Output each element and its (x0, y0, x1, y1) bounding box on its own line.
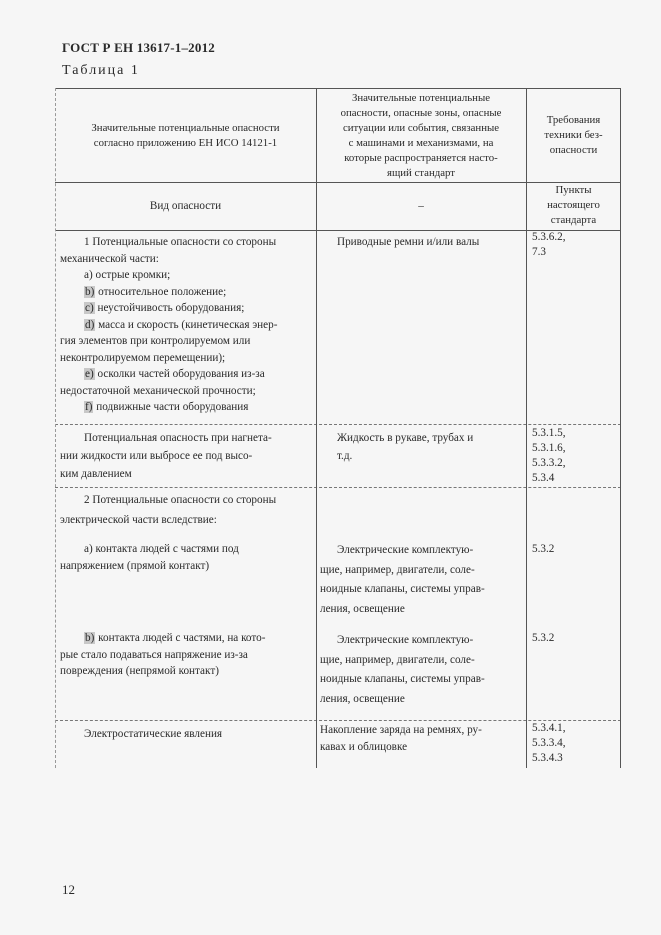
column-divider-2 (526, 88, 527, 768)
row2-hazards: Потенциальная опасность при нагнета- нии жидкости или выбросе ее под высо- ким давлением (60, 432, 272, 480)
table-caption: Таблица 1 (62, 63, 140, 78)
subheader-clauses: Пункты настоящего стандарта (547, 184, 600, 226)
row3a-zone: Электрические комплектую- щие, например, двигатели, соле- ноидные клапаны, системы управ- ления, освещение (320, 544, 485, 615)
list-item: а) острые кромки; (84, 269, 171, 281)
row3-hazards: 2 Потенциальные опасности со стороны электрической части вследствие: (60, 494, 277, 526)
row1-zone: Приводные ремни и/или валы (337, 236, 480, 248)
table-top-border (55, 88, 621, 89)
right-border (620, 88, 621, 768)
column-divider-1 (316, 88, 317, 768)
row3b-clauses: 5.3.2 (532, 632, 555, 644)
document-title: ГОСТ Р ЕН 13617-1–2012 (62, 40, 215, 55)
row2-clauses: 5.3.1.5, 5.3.1.6, 5.3.3.2, 5.3.4 (532, 427, 566, 484)
list-item: d) масса и скорость (кинетическая энер- (85, 318, 278, 331)
row4-hazard: Электростатические явления (84, 728, 223, 740)
subheader-hazard-type: Вид опасности (149, 200, 222, 212)
row3a-clauses: 5.3.2 (532, 543, 555, 555)
row2-zone: Жидкость в рукаве, трубах и т.д. (337, 432, 474, 462)
header-hazards: Значительные потенциальные опасности согласно приложению ЕН ИСО 14121-1 (91, 122, 280, 149)
header-requirements: Требования техники без- опасности (544, 114, 603, 156)
list-item: c) неустойчивость оборудования; (85, 302, 245, 314)
page-number: 12 (62, 882, 75, 897)
left-border (55, 88, 56, 768)
row3a-hazard: а) контакта людей с частями под напряжением (прямой контакт) (60, 543, 239, 572)
row4-zone: Накопление заряда на ремнях, ру- кавах и облицовке (320, 724, 482, 753)
row-divider-1 (55, 424, 621, 425)
list-item: e) осколки частей оборудования из-за (85, 368, 265, 380)
row4-clauses: 5.3.4.1, 5.3.3.4, 5.3.4.3 (532, 722, 566, 764)
row1-hazards: 1 Потенциальные опасности со стороны механической части: а) острые кромки; b) относительное положение; c) неустойчивость оборудования; d) масса и скорость (кинетическая энер- гия элементов при контролируемом или неконтролируемом перемещении); e) осколки частей оборудования из-за недостаточной механической прочности; f) подвижные части оборудования (60, 234, 314, 416)
list-item: f) подвижные части оборудования (85, 401, 249, 413)
list-item: b) относительное положение; (85, 285, 227, 298)
header-zones: Значительные потенциальные опасности, опасные зоны, опасные ситуации или события, связанные с машинами и механизмами, на которые распространяется насто- ящий стандарт (340, 92, 502, 179)
row-divider-2 (55, 487, 621, 488)
row3b-zone: Электрические комплектую- щие, например, двигатели, соле- ноидные клапаны, системы управ- ления, освещение (320, 634, 485, 705)
row3b-hazard: b) контакта людей с частями, на кото- рые стало подаваться напряжение из-за повреждения (непрямой контакт) (60, 632, 266, 677)
subheader-dash: – (418, 200, 424, 212)
row1-clauses: 5.3.6.2, 7.3 (532, 231, 566, 258)
